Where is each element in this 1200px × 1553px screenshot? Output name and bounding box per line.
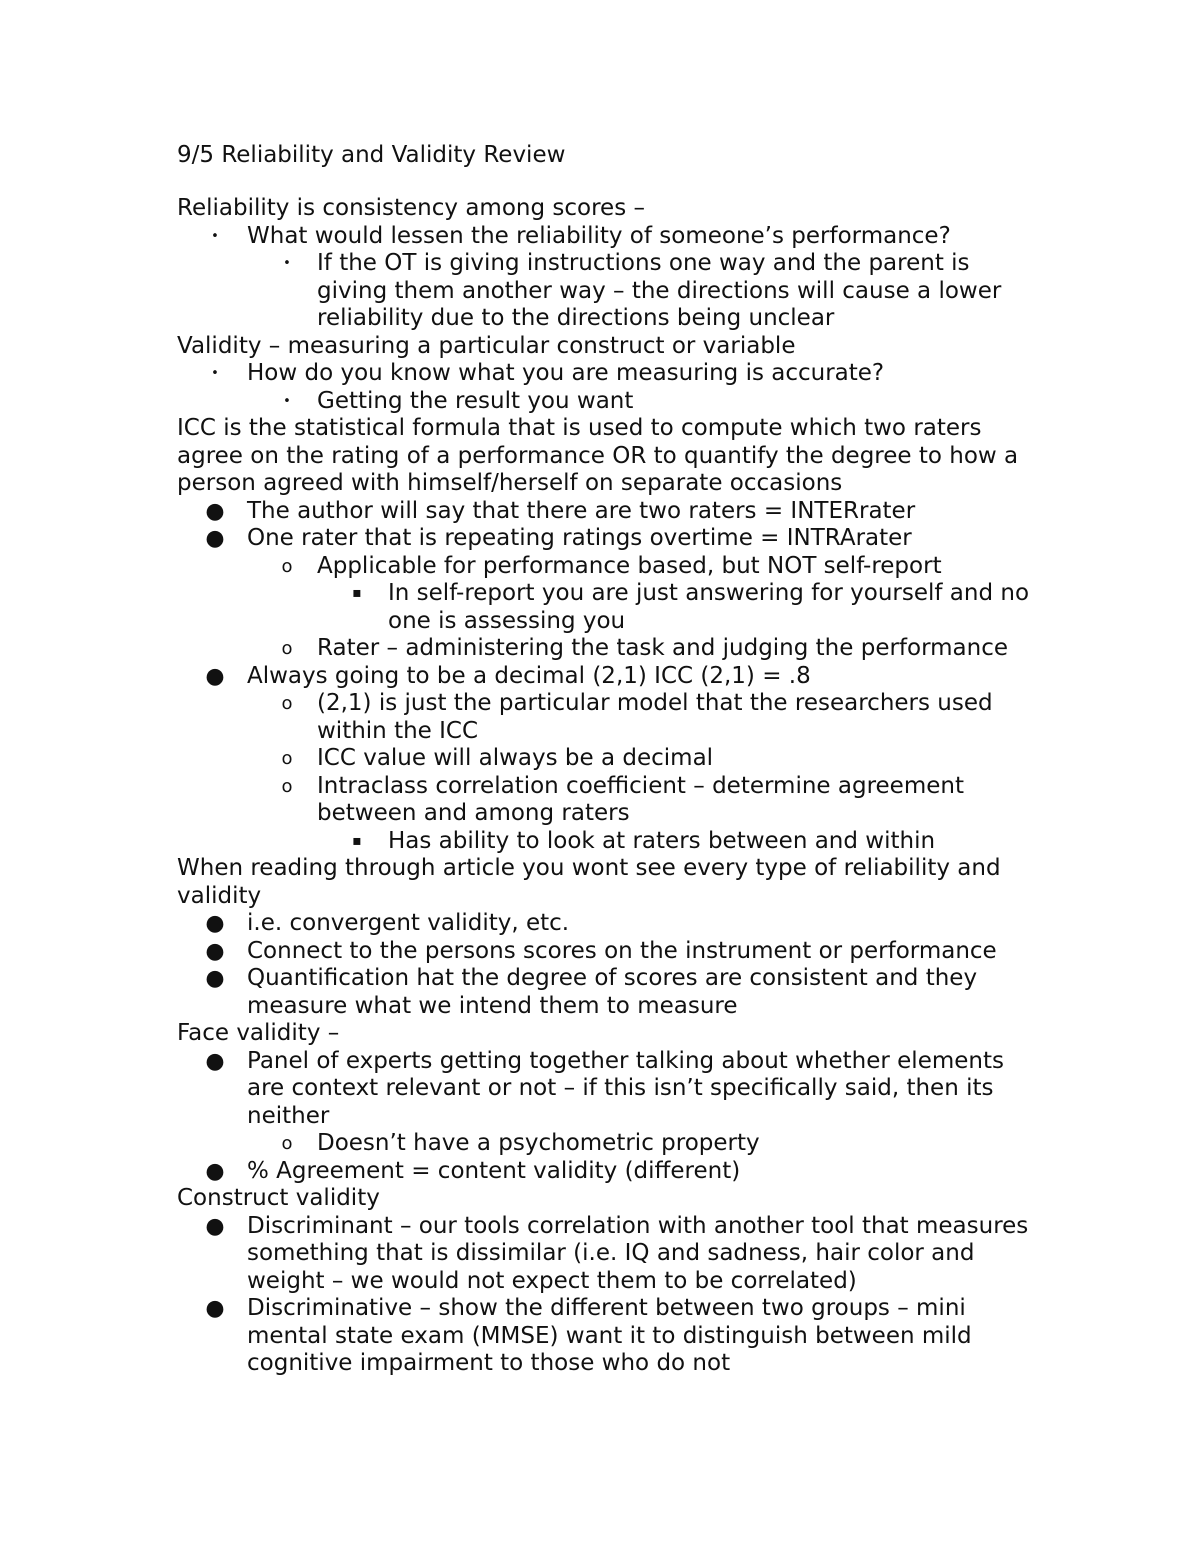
document-title: 9/5 Reliability and Validity Review [177,142,566,168]
disc-bullet-icon: ● [205,1158,225,1184]
disc-bullet-icon: ● [205,911,225,936]
list-item [177,525,1037,553]
line-text: Rater – administering the task and judging the performance [317,635,1009,661]
list-item [177,1048,1037,1131]
line-text: The author will say that there are two raters = INTERrater [247,497,916,524]
line-text: Discriminant – our tools correlation with another tool that measures something that is dissimilar (i.e. IQ and sadness, hair color and weight – we would not expect them to be correlated) [247,1212,1029,1294]
dot-bullet-icon: • [283,393,291,409]
line-text: i.e. convergent validity, etc. [247,910,570,936]
disc-bullet-icon: ● [205,663,225,689]
line-text: Reliability is consistency among scores – [177,195,645,221]
section-heading [177,333,1037,361]
circle-bullet-icon: o [281,638,293,659]
list-item [177,388,1037,416]
circle-bullet-icon: o [281,1133,293,1154]
line-text: Construct validity [177,1185,380,1211]
line-text: If the OT is giving instructions one way and the parent is giving them another way – the directions will cause a lower reliability due to the directions being unclear [317,250,1002,331]
circle-bullet-icon: o [281,555,293,577]
disc-bullet-icon: ● [205,498,225,524]
list-item [177,745,1037,773]
section-heading [177,195,1037,223]
line-text: Doesn’t have a psychometric property [317,1130,760,1156]
list-item [177,910,1037,938]
square-bullet-icon: ▪ [352,832,362,849]
list-item [177,663,1037,691]
circle-bullet-icon: o [281,693,293,714]
list-item [177,773,1037,828]
line-text: ICC is the statistical formula that is used to compute which two raters agree on the rating of a performance OR to quantify the degree to how a person agreed with himself/herself on separate occasions [177,415,1019,496]
section-heading [177,1020,1037,1048]
section-heading [177,415,1037,498]
line-text: Quantification hat the degree of scores are consistent and they measure what we intend them to measure [247,965,978,1019]
line-text: Intraclass correlation coefficient – determine agreement between and among raters [317,772,964,826]
disc-bullet-icon: ● [205,526,225,551]
line-text: How do you know what you are measuring is accurate? [247,360,885,386]
line-text: Getting the result you want [317,387,634,414]
disc-bullet-icon: ● [205,966,225,991]
line-text: Has ability to look at raters between and within [388,827,936,854]
dot-bullet-icon: • [211,366,219,381]
list-item [177,223,1037,251]
notes-body [177,195,1037,1378]
line-text: One rater that is repeating ratings overtime = INTRArater [247,525,912,551]
list-item [177,250,1037,333]
list-item [177,635,1037,663]
square-bullet-icon: ▪ [352,585,362,601]
list-item [177,580,1037,635]
line-text: Validity – measuring a particular construct or variable [177,332,796,359]
line-text: Applicable for performance based, but NOT self-report [317,552,942,579]
line-text: Face validity – [177,1020,340,1046]
list-item [177,1130,1037,1158]
circle-bullet-icon: o [281,775,293,797]
circle-bullet-icon: o [281,748,293,769]
dot-bullet-icon: • [211,228,219,244]
list-item [177,938,1037,966]
list-item [177,360,1037,388]
line-text: Always going to be a decimal (2,1) ICC (2,1) = .8 [247,662,811,689]
list-item [177,498,1037,526]
disc-bullet-icon: ● [205,1296,225,1321]
section-heading [177,1185,1037,1213]
line-text: When reading through article you wont see every type of reliability and validity [177,855,1001,909]
list-item [177,965,1037,1020]
line-text: What would lessen the reliability of someone’s performance? [247,222,951,249]
list-item [177,1158,1037,1186]
disc-bullet-icon: ● [205,1213,225,1239]
dot-bullet-icon: • [283,256,291,271]
line-text: % Agreement = content validity (different) [247,1157,741,1184]
line-text: Discriminative – show the different between two groups – mini mental state exam (MMSE) want it to distinguish between mild cognitive impairment to those who do not [247,1295,972,1376]
disc-bullet-icon: ● [205,1048,225,1074]
line-text: In self-report you are just answering for yourself and no one is assessing you [388,580,1030,634]
list-item [177,690,1037,745]
list-item [177,1295,1037,1378]
list-item [177,1213,1037,1296]
line-text: Connect to the persons scores on the instrument or performance [247,937,997,964]
disc-bullet-icon: ● [205,938,225,964]
line-text: Panel of experts getting together talking about whether elements are context relevant or not – if this isn’t specifically said, then its neither [247,1047,1004,1129]
list-item [177,828,1037,856]
line-text: (2,1) is just the particular model that the researchers used within the ICC [317,690,993,744]
line-text: ICC value will always be a decimal [317,745,714,771]
list-item [177,553,1037,581]
section-heading [177,855,1037,910]
